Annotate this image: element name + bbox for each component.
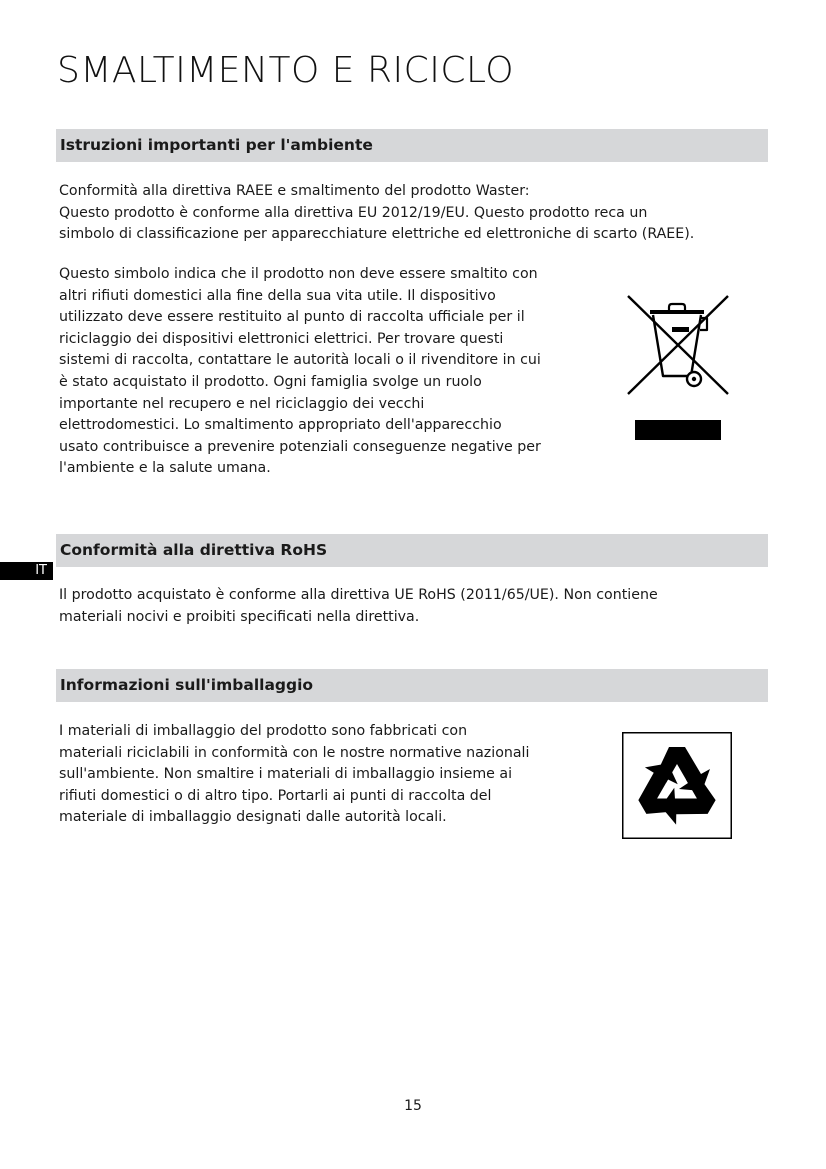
- section-heading: Informazioni sull'imballaggio: [60, 676, 314, 694]
- section-heading-bar-packaging: [56, 669, 768, 702]
- text-line: elettrodomestici. Lo smaltimento appropriato dell'apparecchio: [59, 417, 502, 434]
- recycle-icon: [622, 732, 732, 839]
- page-title: SMALTIMENTO E RICICLO: [57, 50, 515, 91]
- language-tab: [0, 562, 53, 580]
- text-line: sistemi di raccolta, contattare le autorità locali o il rivenditore in cui: [59, 352, 541, 369]
- section-heading-bar-rohs: [56, 534, 768, 567]
- text-line: Questo simbolo indica che il prodotto non deve essere smaltito con: [59, 266, 538, 282]
- paragraph-raee-symbol: [59, 264, 541, 480]
- text-line: materiali riciclabili in conformità con le nostre normative nazionali: [59, 744, 530, 761]
- paragraph-rohs: [59, 585, 658, 628]
- text-line: usato contribuisce a prevenire potenziali conseguenze negative per: [59, 438, 541, 455]
- text-line: sull'ambiente. Non smaltire i materiali di imballaggio insieme ai: [59, 766, 513, 783]
- weee-crossed-bin-icon: [622, 290, 734, 442]
- section-heading: Istruzioni importanti per l'ambiente: [60, 136, 373, 154]
- text-line: l'ambiente e la salute umana.: [59, 460, 271, 477]
- text-line: è stato acquistato il prodotto. Ogni famiglia svolge un ruolo: [59, 373, 482, 390]
- section-heading: Conformità alla direttiva RoHS: [60, 541, 328, 559]
- text-line: Conformità alla direttiva RAEE e smaltimento del prodotto Waster:: [59, 183, 530, 199]
- text-line: simbolo di classificazione per apparecchiature elettriche ed elettroniche di scarto (RAEE).: [59, 226, 695, 243]
- text-line: materiali nocivi e proibiti specificati nella direttiva.: [59, 608, 420, 625]
- text-line: importante nel recupero e nel riciclaggio dei vecchi: [59, 395, 425, 412]
- section-heading-bar-environment: [56, 129, 768, 162]
- text-line: Il prodotto acquistato è conforme alla direttiva UE RoHS (2011/65/UE). Non contiene: [59, 587, 658, 603]
- language-tab-label: IT: [35, 563, 47, 578]
- text-line: rifiuti domestici o di altro tipo. Portarli ai punti di raccolta del: [59, 787, 492, 804]
- text-line: I materiali di imballaggio del prodotto sono fabbricati con: [59, 723, 468, 739]
- text-line: utilizzato deve essere restituito al punto di raccolta ufficiale per il: [59, 309, 525, 326]
- text-line: altri rifiuti domestici alla fine della sua vita utile. Il dispositivo: [59, 287, 496, 304]
- paragraph-packaging: [59, 721, 529, 829]
- text-line: riciclaggio dei dispositivi elettronici elettrici. Per trovare questi: [59, 330, 504, 347]
- paragraph-raee-intro: [59, 181, 694, 246]
- page-number: 15: [404, 1098, 422, 1114]
- text-line: Questo prodotto è conforme alla direttiva EU 2012/19/EU. Questo prodotto reca un: [59, 204, 648, 221]
- text-line: materiale di imballaggio designati dalle autorità locali.: [59, 809, 447, 826]
